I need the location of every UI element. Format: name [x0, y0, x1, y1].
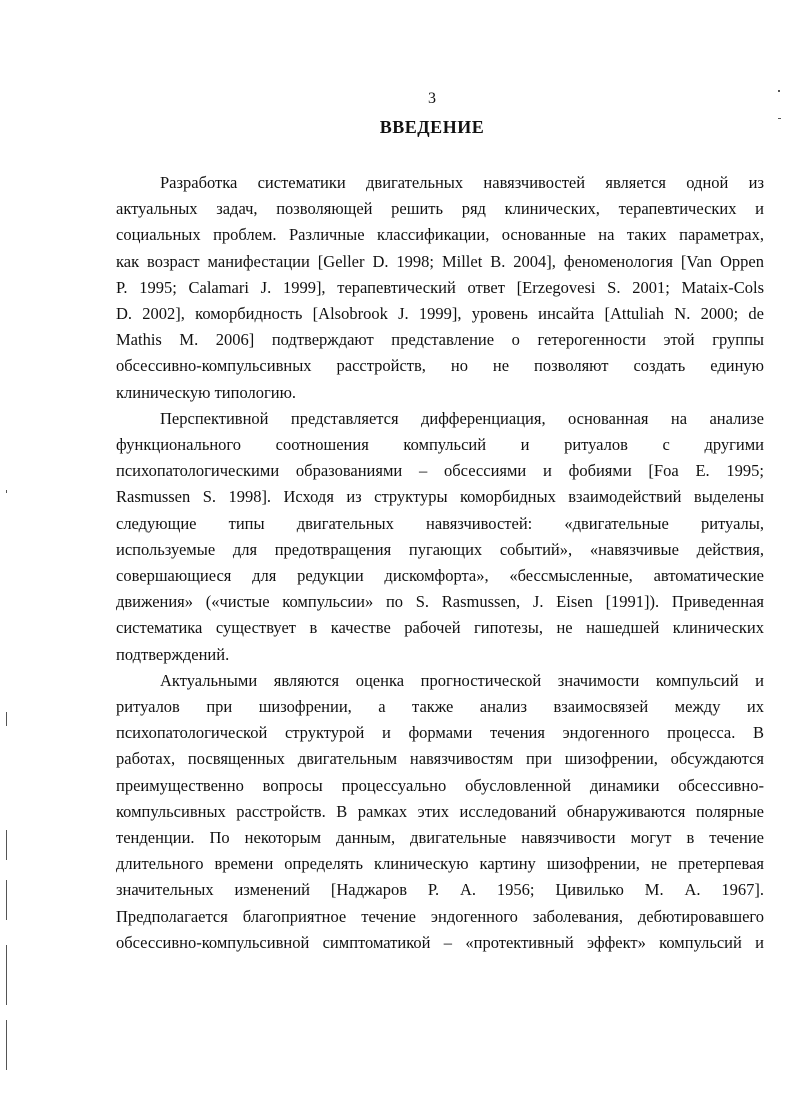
text-line: психопатологическими образованиями – обсессиями и фобиями [Foa E. 1995; [116, 461, 764, 481]
text-line: работах, посвященных двигательным навязчивостям при шизофрении, обсуждаются [116, 749, 764, 769]
text-line: обсессивно-компульсивных расстройств, но не позволяют создать единую [116, 356, 764, 376]
text-line: значительных изменений [Наджаров Р. А. 1956; Цивилько М. А. 1967]. [116, 880, 764, 900]
paragraph-1 [116, 170, 764, 406]
text-line: подтверждений. [116, 644, 230, 664]
text-line: длительного времени определять клиническую картину шизофрении, не претерпевая [116, 854, 764, 874]
text-line: P. 1995; Calamari J. 1999], терапевтический ответ [Erzegovesi S. 2001; Mataix-Cols [116, 277, 764, 297]
text-line: социальных проблем. Различные классификации, основанные на таких параметрах, [116, 225, 764, 245]
text-line: функционального соотношения компульсий и ритуалов с другими [116, 435, 764, 455]
text-line: Актуальными являются оценка прогностической значимости компульсий и [160, 670, 764, 690]
document-body [116, 170, 764, 956]
text-line: Предполагается благоприятное течение эндогенного заболевания, дебютировавшего [116, 906, 764, 926]
text-line: тенденции. По некоторым данным, двигательные навязчивости могут в течение [116, 828, 764, 848]
text-line: D. 2002], коморбидность [Alsobrook J. 1999], уровень инсайта [Attuliah N. 2000; de [116, 304, 764, 324]
page-title: ВВЕДЕНИЕ [379, 117, 485, 137]
text-line: Mathis M. 2006] подтверждают представление о гетерогенности этой группы [116, 330, 764, 350]
scan-artifact [6, 830, 7, 860]
paragraph-3 [116, 668, 764, 956]
scan-artifact [6, 1020, 7, 1070]
scan-artifact [6, 712, 7, 726]
scan-artifact [6, 880, 7, 920]
scan-artifact [778, 90, 780, 92]
text-line: как возраст манифестации [Geller D. 1998; Millet B. 2004], феноменология [Van Oppen [116, 251, 764, 271]
text-line: преимущественно вопросы процессуально обусловленной динамики обсессивно- [116, 775, 764, 795]
text-line: компульсивных расстройств. В рамках этих исследований обнаруживаются полярные [116, 801, 764, 821]
scan-artifact [778, 118, 781, 119]
text-line: психопатологической структурой и формами течения эндогенного процесса. В [116, 723, 764, 743]
text-line: ритуалов при шизофрении, а также анализ взаимосвязей между их [116, 697, 764, 717]
text-line: актуальных задач, позволяющей решить ряд клинических, терапевтических и [116, 199, 764, 219]
scan-artifact [6, 490, 7, 493]
text-line: Разработка систематики двигательных навязчивостей является одной из [160, 173, 764, 192]
text-line: следующие типы двигательных навязчивостей: «двигательные ритуалы, [116, 513, 764, 533]
scan-artifact [6, 945, 7, 1005]
paragraph-2 [116, 406, 764, 668]
text-line: Rasmussen S. 1998]. Исходя из структуры коморбидных взаимодействий выделены [116, 487, 764, 507]
text-line: Перспективной представляется дифференциация, основанная на анализе [160, 408, 764, 428]
text-line: клиническую типологию. [116, 382, 297, 402]
text-line: используемые для предотвращения пугающих событий», «навязчивые действия, [116, 539, 764, 559]
text-line: обсессивно-компульсивной симптоматикой – «протективный эффект» компульсий и [116, 932, 764, 952]
text-line: движения» («чистые компульсии» по S. Rasmussen, J. Eisen [1991]). Приведенная [116, 592, 764, 612]
page-number: 3 [428, 90, 436, 107]
text-line: систематика существует в качестве рабочей гипотезы, не нашедшей клинических [116, 618, 764, 638]
text-line: совершающиеся для редукции дискомфорта», «бессмысленные, автоматические [116, 566, 764, 586]
